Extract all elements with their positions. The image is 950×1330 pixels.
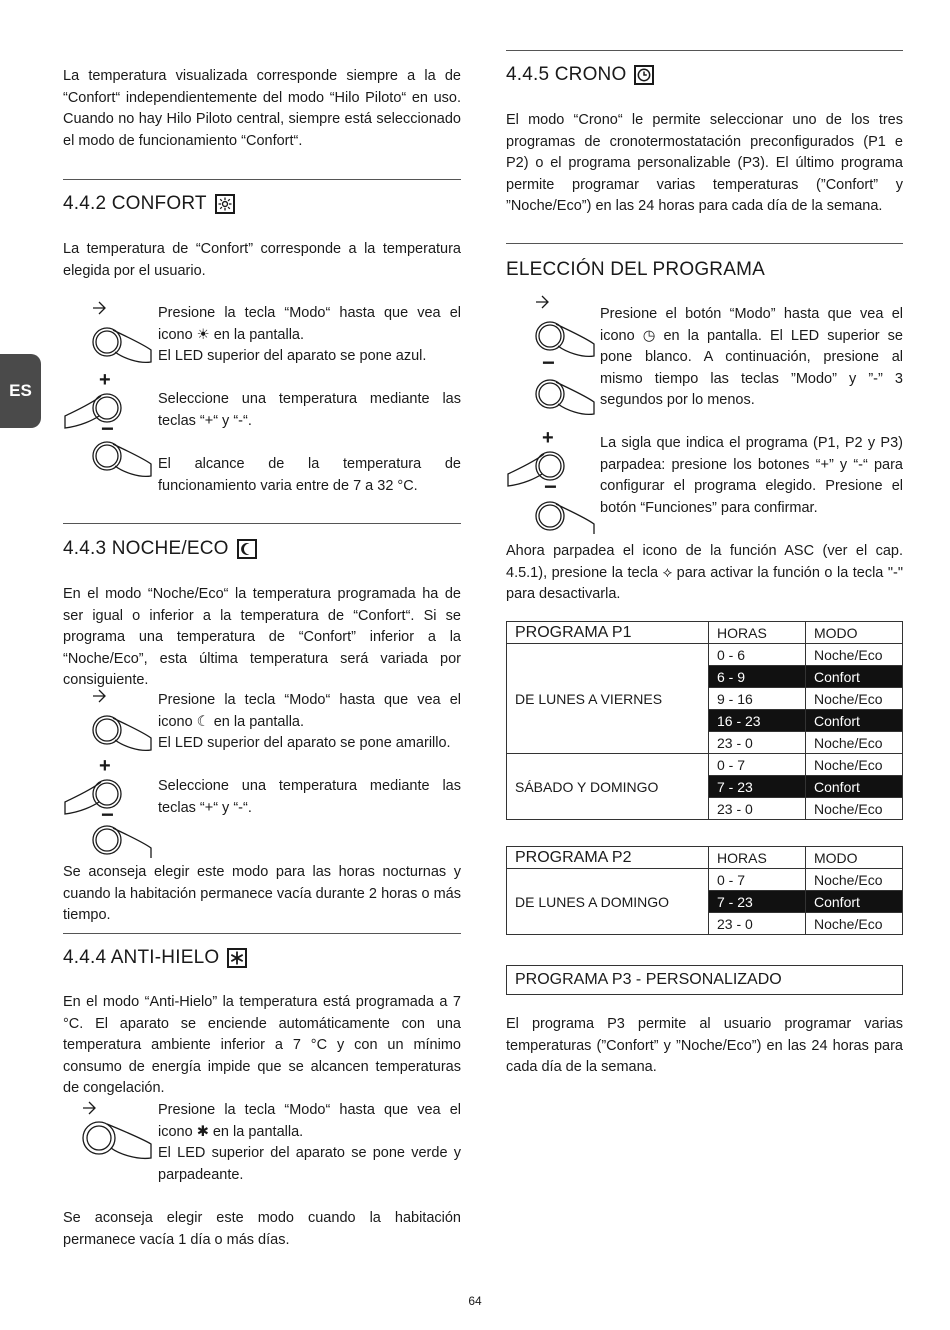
- antihielo-advice: Se aconseja elegir este modo cuando la habitación permanece vacía 1 día o más días.: [63, 1210, 461, 1248]
- eleccion-step1: Presione el botón “Modo” hasta que vea el icono ◷ en la pantalla. El LED superior se pone blanco. A continuación, presione al mismo tiempo las teclas ”Modo” y ”-” 3 segundos por lo menos.: [600, 306, 903, 408]
- confort-step1b: El LED superior del aparato se pone azul.: [158, 348, 427, 364]
- column-header-mode: MODO: [806, 622, 903, 644]
- day-group-label: DE LUNES A DOMINGO: [507, 869, 709, 935]
- crono-text: El modo “Crono“ le permite seleccionar uno de los tres programas de cronotermostatación preconfigurados (P1 e P2) o el programa personalizable (P3). El último programa permite programar varias temperaturas (”Confort” y ”Noche/Eco”) en las 24 horas para cada día de la semana.: [506, 112, 903, 214]
- button-press-illustration: [506, 294, 596, 534]
- clock-icon: [634, 65, 654, 85]
- table-row: [507, 644, 903, 666]
- svg-text:−: −: [544, 474, 557, 499]
- mode-cell: Confort: [806, 776, 903, 798]
- day-group-label: DE LUNES A VIERNES: [507, 644, 709, 754]
- snowflake-icon: [227, 948, 247, 968]
- noche-step2: Seleccione una temperatura mediante las teclas “+“ y “-“.: [158, 778, 461, 816]
- table-row: [507, 869, 903, 891]
- divider: [63, 179, 461, 180]
- section-heading-confort: 4.4.2 CONFORT: [63, 193, 235, 215]
- mode-cell: Noche/Eco: [806, 732, 903, 754]
- hours-cell: 6 - 9: [709, 666, 806, 688]
- antihielo-step1b: El LED superior del aparato se pone verde y parpadeante.: [158, 1145, 461, 1183]
- noche-step1b: El LED superior del aparato se pone amarillo.: [158, 735, 451, 751]
- program-p1-table: [506, 621, 903, 820]
- table-row: [507, 754, 903, 776]
- hours-cell: 23 - 0: [709, 732, 806, 754]
- hours-cell: 16 - 23: [709, 710, 806, 732]
- confort-step1: Presione la tecla “Modo“ hasta que vea el icono ☀ en la pantalla.: [158, 305, 461, 343]
- page-number: 64: [468, 1294, 482, 1308]
- hours-cell: 23 - 0: [709, 913, 806, 935]
- table-title: PROGRAMA P2: [507, 847, 709, 869]
- divider: [63, 933, 461, 934]
- eleccion-buttons-figure: [506, 294, 596, 534]
- svg-text:+: +: [542, 427, 554, 449]
- section-heading-eleccion: ELECCIÓN DEL PROGRAMA: [506, 259, 765, 280]
- noche-advice: Se aconseja elegir este modo para las horas nocturnas y cuando la habitación permanece vacía durante 2 horas o más tiempo.: [63, 864, 461, 923]
- table-header-row: [507, 847, 903, 869]
- intro-text: La temperatura visualizada corresponde siempre a la de “Confort“ independientemente del modo “Hilo Piloto“ en uso. Cuando no hay Hilo Piloto central, siempre está seleccionado el modo de funcionamiento “Confort“.: [63, 68, 461, 149]
- section-heading-crono: 4.4.5 CRONO: [506, 64, 654, 86]
- program-p2-table: [506, 846, 903, 935]
- program-p3-title: PROGRAMA P3 - PERSONALIZADO: [506, 965, 903, 995]
- svg-text:−: −: [542, 350, 555, 375]
- button-press-illustration: [63, 300, 153, 480]
- column-header-mode: MODO: [806, 847, 903, 869]
- antihielo-text: En el modo “Anti-Hielo” la temperatura está programada a 7 °C. El aparato se enciende automáticamente con una temperatura ambiente inferior a 7 °C y con un mínimo consumo de energía impide que se alcancen temperaturas de congelación.: [63, 994, 461, 1096]
- mode-cell: Noche/Eco: [806, 798, 903, 820]
- language-tab: ES: [0, 354, 41, 428]
- noche-buttons-figure: [63, 688, 153, 858]
- antihielo-step1: Presione la tecla “Modo“ hasta que vea el icono ✱ en la pantalla.: [158, 1102, 461, 1140]
- mode-cell: Confort: [806, 891, 903, 913]
- section-heading-noche: 4.4.3 NOCHE/ECO: [63, 538, 257, 560]
- p3-text: El programa P3 permite al usuario programar varias temperaturas (”Confort” y ”Noche/Eco”) en las 24 horas para cada día de la semana.: [506, 1016, 903, 1075]
- hours-cell: 23 - 0: [709, 798, 806, 820]
- mode-cell: Noche/Eco: [806, 913, 903, 935]
- section-heading-antihielo: 4.4.4 ANTI-HIELO: [63, 947, 247, 969]
- hours-cell: 0 - 7: [709, 869, 806, 891]
- mode-cell: Noche/Eco: [806, 754, 903, 776]
- table-header-row: [507, 622, 903, 644]
- mode-cell: Confort: [806, 666, 903, 688]
- divider: [506, 243, 903, 244]
- divider: [506, 50, 903, 51]
- mode-cell: Noche/Eco: [806, 644, 903, 666]
- table-title: PROGRAMA P1: [507, 622, 709, 644]
- svg-text:+: +: [99, 755, 111, 777]
- eleccion-step2: La sigla que indica el programa (P1, P2 y P3) parpadea: presione los botones “+” y “-“ para configurar el programa elegido. Presione el botón “Funciones” para confirmar.: [600, 435, 903, 516]
- moon-icon: [237, 539, 257, 559]
- hours-cell: 7 - 23: [709, 891, 806, 913]
- mode-cell: Noche/Eco: [806, 688, 903, 710]
- confort-buttons-figure: [63, 300, 153, 480]
- svg-text:−: −: [101, 416, 114, 441]
- noche-step1: Presione la tecla “Modo“ hasta que vea el icono ☾ en la pantalla.: [158, 692, 461, 730]
- eleccion-asc: Ahora parpadea el icono de la función ASC (ver el cap. 4.5.1), presione la tecla ⟡ para activar la función o la tecla "-" para desactivarla.: [506, 543, 903, 602]
- mode-cell: Confort: [806, 710, 903, 732]
- confort-step3: El alcance de la temperatura de funcionamiento varia entre de 7 a 32 °C.: [158, 456, 461, 494]
- hours-cell: 7 - 23: [709, 776, 806, 798]
- antihielo-button-figure: [63, 1098, 153, 1168]
- button-press-illustration: [63, 688, 153, 858]
- svg-text:−: −: [101, 802, 114, 827]
- noche-text: En el modo “Noche/Eco“ la temperatura programada ha de ser igual o inferior a la temperatura de “Confort“. Si se programa una temperatura de “Confort” inferior a la “Noche/Eco”, esta última temperatura será variada por consiguiente.: [63, 586, 461, 688]
- confort-text: La temperatura de “Confort” corresponde a la temperatura elegida por el usuario.: [63, 241, 461, 279]
- day-group-label: SÁBADO Y DOMINGO: [507, 754, 709, 820]
- column-header-hours: HORAS: [709, 622, 806, 644]
- mode-cell: Noche/Eco: [806, 869, 903, 891]
- hours-cell: 0 - 6: [709, 644, 806, 666]
- svg-text:+: +: [99, 369, 111, 391]
- button-press-illustration: [63, 1098, 153, 1168]
- column-header-hours: HORAS: [709, 847, 806, 869]
- hours-cell: 0 - 7: [709, 754, 806, 776]
- hours-cell: 9 - 16: [709, 688, 806, 710]
- sun-icon: [215, 194, 235, 214]
- confort-step2: Seleccione una temperatura mediante las teclas “+“ y “-“.: [158, 391, 461, 429]
- divider: [63, 523, 461, 524]
